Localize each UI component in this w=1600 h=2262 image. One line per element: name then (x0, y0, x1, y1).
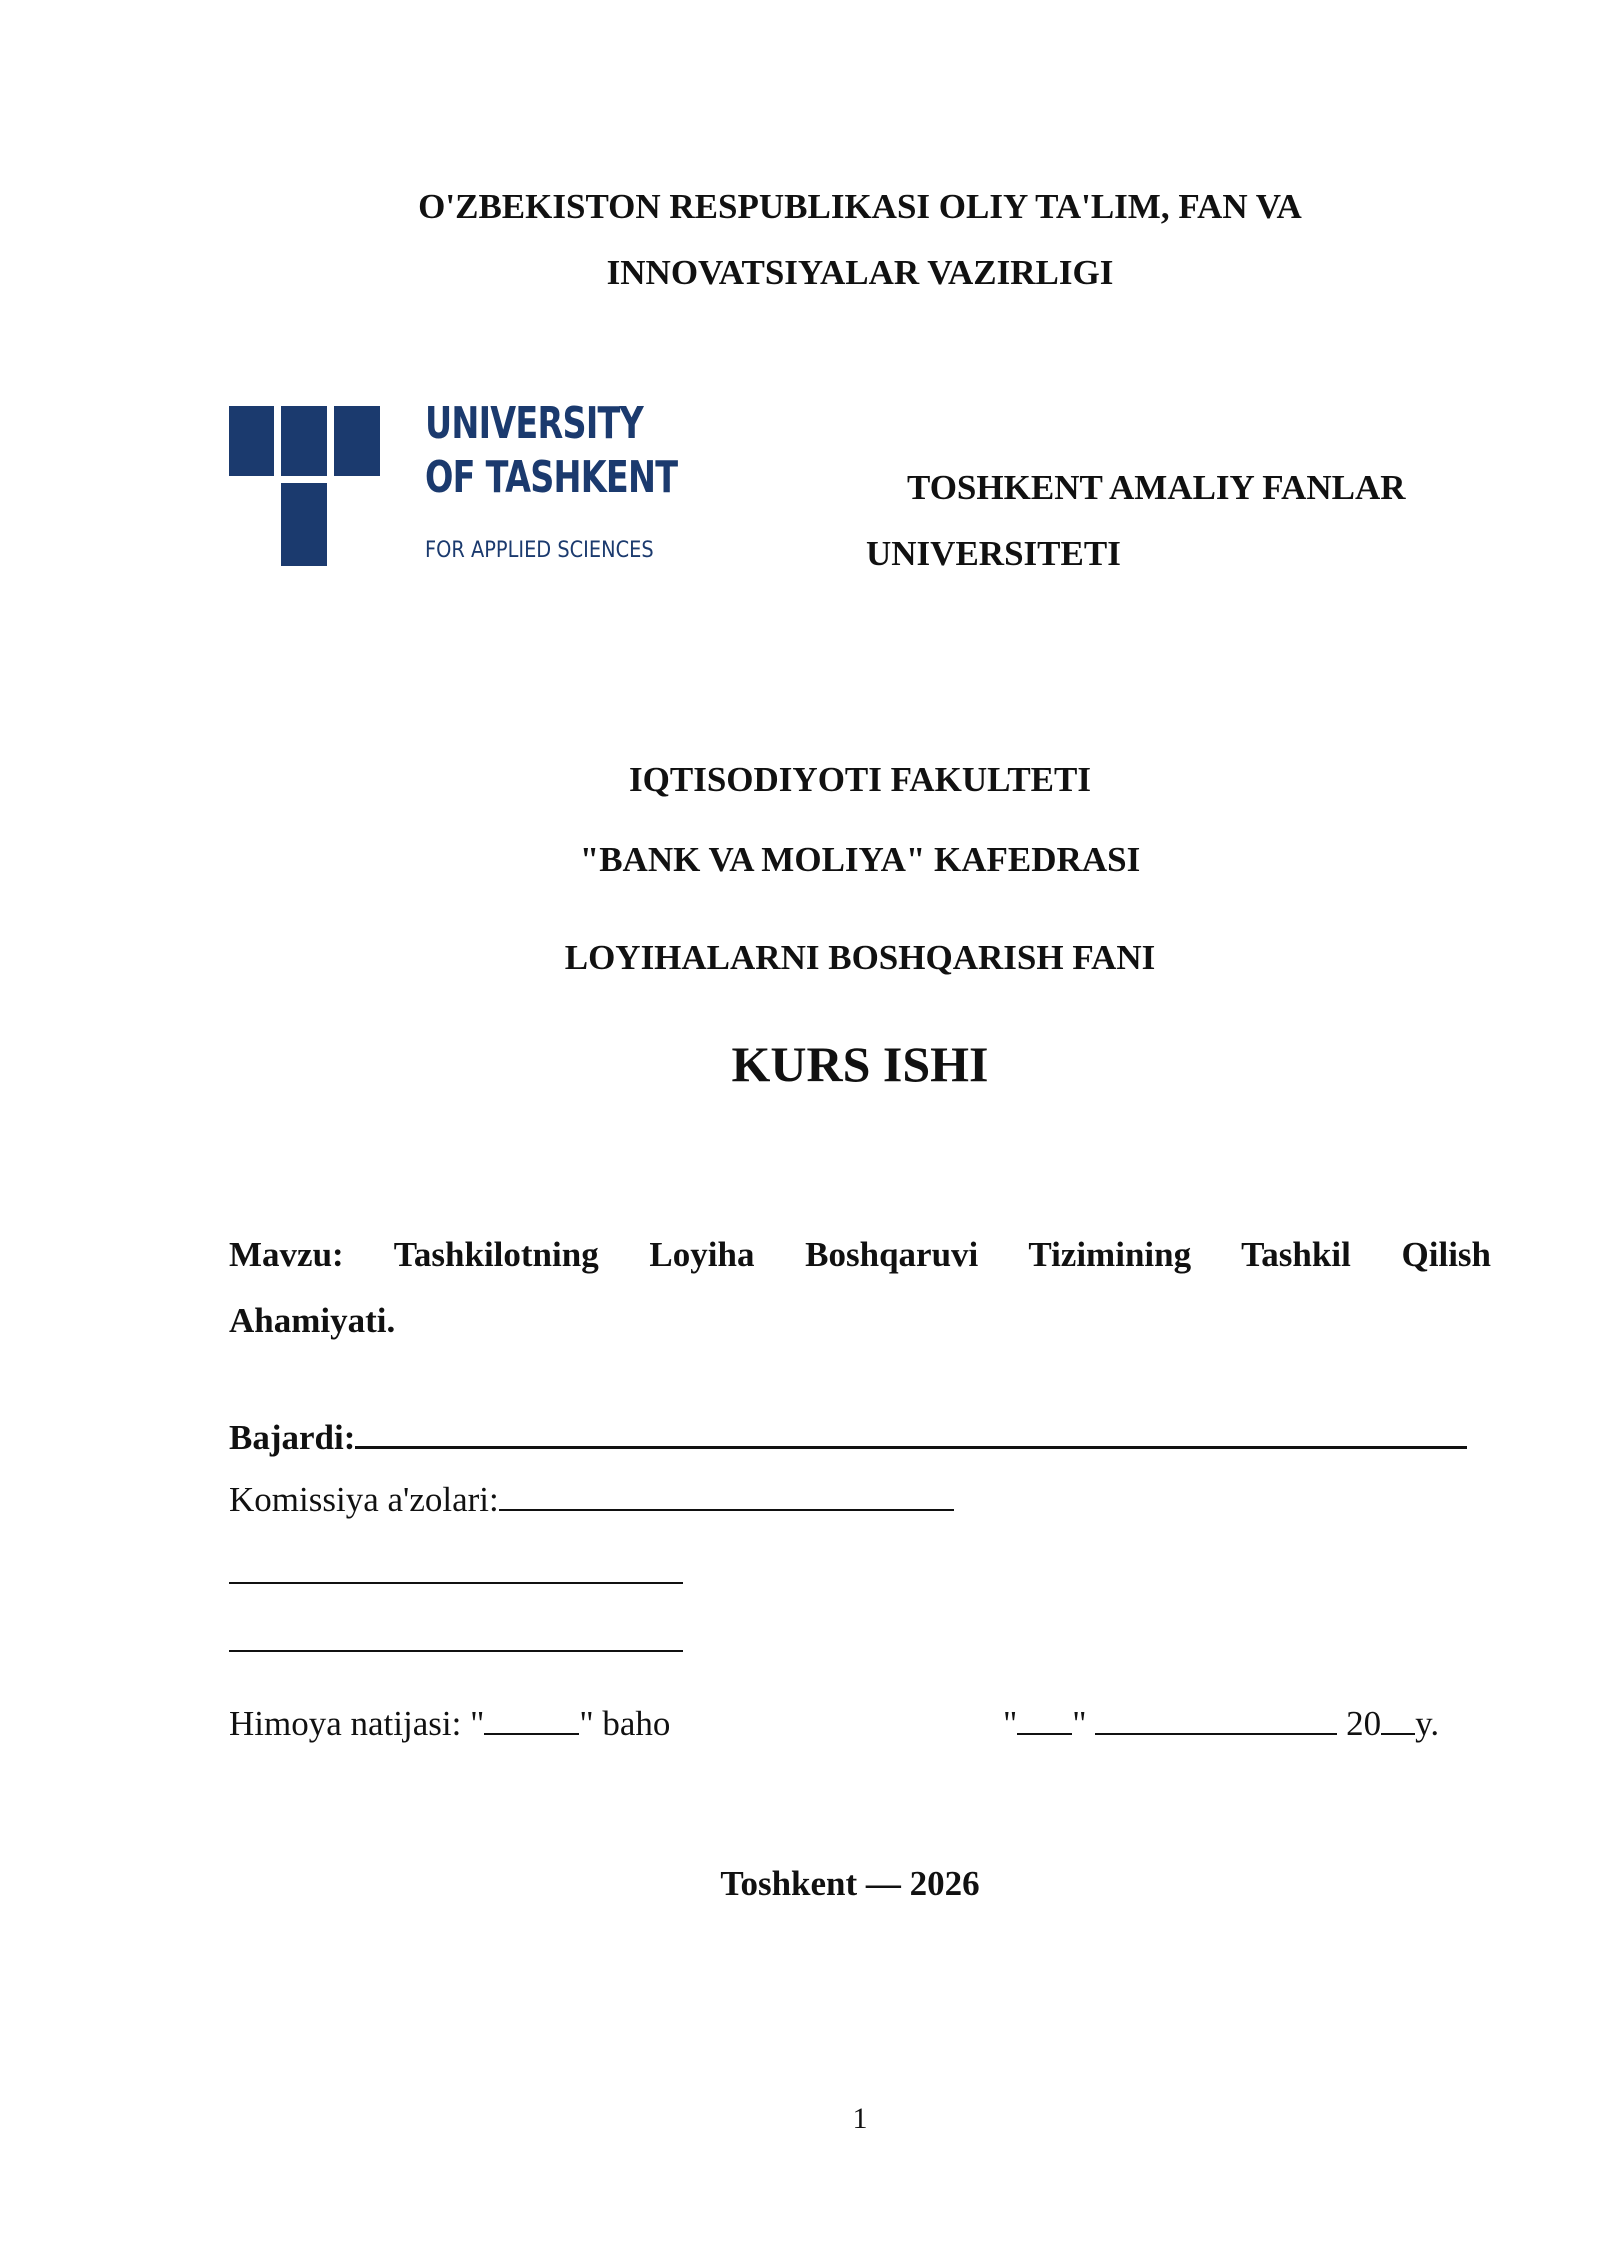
university-name-line1: TOSHKENT AMALIY FANLAR (907, 468, 1406, 507)
faculty-name: IQTISODIYOTI FAKULTETI (629, 760, 1091, 799)
document-type-title: KURS ISHI (731, 1036, 989, 1092)
subject-name: LOYIHALARNI BOSHQARISH FANI (564, 938, 1156, 977)
page-number: 1 (852, 2102, 868, 2135)
day-blank-line (1017, 1707, 1072, 1735)
komissiya-blank-line (499, 1483, 954, 1511)
logo-block-1 (229, 406, 274, 476)
bajardi-blank-line (355, 1420, 1467, 1449)
logo-block-4 (281, 483, 327, 566)
komissiya-row (229, 1480, 954, 1520)
bajardi-label: Bajardi: (229, 1418, 356, 1457)
date-quote-open: " (1003, 1704, 1018, 1743)
year-suffix: y. (1415, 1704, 1440, 1743)
himoya-row (229, 1704, 670, 1744)
member-blank-line-1 (229, 1582, 683, 1584)
logo-text-of-tashkent: OF TASHKENT (425, 452, 678, 503)
ministry-title-line1: O'ZBEKISTON RESPUBLIKASI OLIY TA'LIM, FAN VA (418, 187, 1302, 226)
himoya-label: Himoya natijasi: " (229, 1704, 485, 1743)
month-blank-line (1095, 1707, 1337, 1735)
grade-blank-line (484, 1707, 579, 1735)
topic-line2: Ahamiyati. (229, 1301, 396, 1340)
university-name-line2: UNIVERSITETI (866, 534, 1121, 573)
topic-block (229, 1222, 1491, 1354)
year-prefix: 20 (1346, 1704, 1382, 1743)
year-blank-line (1381, 1707, 1415, 1735)
komissiya-label: Komissiya a'zolari: (229, 1480, 499, 1519)
university-logo (229, 398, 679, 566)
logo-block-2 (281, 406, 327, 476)
logo-text-university: UNIVERSITY (425, 398, 644, 449)
logo-block-3 (334, 406, 380, 476)
city-year: Toshkent — 2026 (720, 1864, 980, 1903)
bajardi-row (229, 1418, 1467, 1458)
date-row (1003, 1704, 1439, 1744)
ministry-title-line2: INNOVATSIYALAR VAZIRLIGI (606, 253, 1114, 292)
member-blank-line-2 (229, 1650, 683, 1652)
date-quote-close: " (1072, 1704, 1087, 1743)
topic-line1: Mavzu: Tashkilotning Loyiha Boshqaruvi Tizimining Tashkil Qilish (229, 1235, 1491, 1274)
logo-text-applied-sciences: FOR APPLIED SCIENCES (425, 538, 654, 563)
department-name: "BANK VA MOLIYA" KAFEDRASI (579, 840, 1141, 879)
himoya-grade-suffix: " baho (579, 1704, 671, 1743)
